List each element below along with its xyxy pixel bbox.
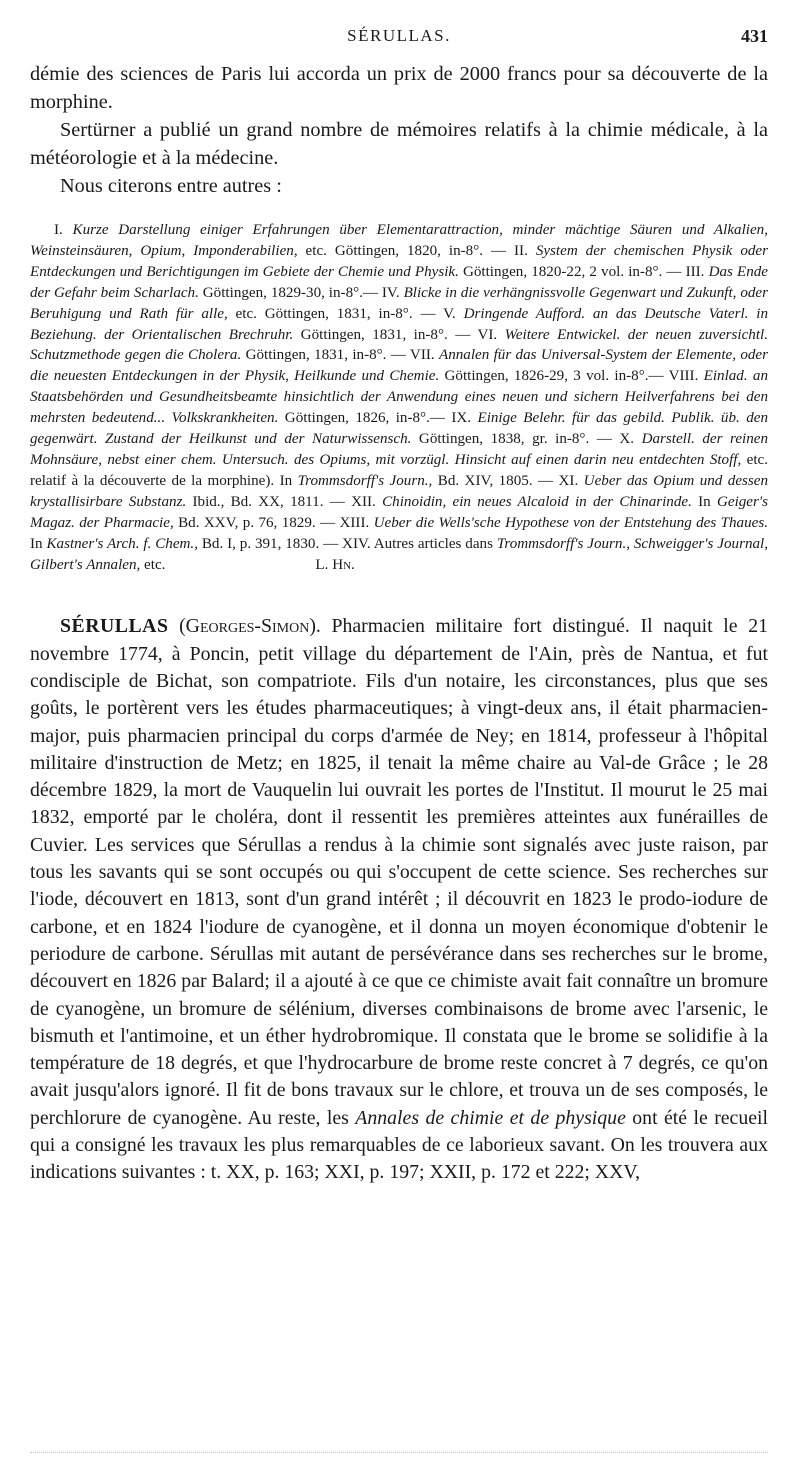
paragraph-serturner-memoirs: Sertürner a publié un grand nombre de mémoires relatifs à la chimie médicale, à la météorologie et à la médecine.	[30, 119, 768, 169]
author-signature: L. Hn.	[315, 556, 355, 573]
running-title: SÉRULLAS.	[347, 26, 451, 45]
entry-name: SÉRULLAS	[60, 615, 169, 638]
bottom-rule	[30, 1452, 768, 1453]
biography-serullas: SÉRULLAS (Georges-Simon). Pharmacien militaire fort distingué. Il naquit le 21 novembre 1774, à Poncin, petit village du département de l'Ain, près de Nantua, et fut condisciple de Bichat, son compatriote. Fils d'un notaire, les circonstances, plus que ses goûts, le portèrent vers les études pharmaceutiques; à vingt-deux ans, il était pharmacien-major, puis pharmacien principal du corps d'armée de Ney; en 1814, professeur à l'hôpital militaire d'instruction de Metz; en 1825, il tenait la même chaire au Val-de Grâce ; le 28 décembre 1829, la mort de Vauquelin lui ouvrait les portes de l'Institut. Il mourut le 25 mai 1832, emporté par le choléra, dont il ressentit les premières atteintes aux funérailles de Cuvier. Les services que Sérullas a rendus à la chimie sont signalés avec juste raison, par tous les savants qui se sont occupés ou qui s'occupent de cette science. Ses recherches sur l'iode, découvert en 1813, sont d'un grand intérêt ; il découvrit en 1823 le prodo-iodure de carbone, et en 1824 l'iodure de cyanogène, et il donna un moyen économique d'obtenir le periodure de carbone. Sérullas mit autant de persévérance dans ses recherches sur le brome, découvert en 1826 par Balard; il a ajouté à ce que ce chimiste avait fait connaître un bromure de cyanogène, un bromure de sélénium, diverses combinaisons de brome avec l'arsenic, le bismuth et l'antimoine, et un éther hydrobromique. Il constata que le brome se solidifie à la température de 18 degrés, et que l'hydrocarbure de brome reste concret à 7 degrés, ce qu'on avait jusqu'alors ignoré. Il fit de bons travaux sur le chlore, et trouva un de ses composés, le perchlorure de cyanogène. Au reste, les Annales de chimie et de physique ont été le recueil qui a consigné les travaux les plus remarquables de ce laborieux savant. On les trouvera aux indications suivantes : t. XX, p. 163; XXI, p. 197; XXII, p. 172 et 222; XXV,	[30, 615, 769, 1184]
entry-given-name: (Georges-Simon).	[179, 615, 321, 638]
page	[30, 12, 768, 1187]
journal-title: Annales de chimie et de physique	[355, 1106, 626, 1129]
bibliography-block: I. Kurze Darstellung einiger Erfahrungen über Elementarattraction, minder mächtige Säuren und Alkalien, Weinsteinsäuren, Opium, Imponderabilien, etc. Göttingen, 1820, in-8°. — II. System der chemischen Physik oder Entdeckungen und Berichtigungen im Gebiete der Chemie und Physik. Göttingen, 1820-22, 2 vol. in-8°. — III. Das Ende der Gefahr beim Scharlach. Göttingen, 1829-30, in-8°.— IV. Blicke in die verhängnissvolle Gegenwart und Zukunft, oder Beruhigung und Rath für alle, etc. Göttingen, 1831, in-8°. — V. Dringende Aufford. an das Deutsche Vaterl. in Beziehung. der Orientalischen Brechruhr. Göttingen, 1831, in-8°. — VI. Weitere Entwickel. der neuen zuversichtl. Schutzmethode gegen die Cholera. Göttingen, 1831, in-8°. — VII. Annalen für das Universal-System der Elemente, oder die neuesten Entdeckungen in der Physik, Heilkunde und Chemie. Göttingen, 1826-29, 3 vol. in-8°.— VIII. Einlad. an Staatsbehörden und Gesundheitsbeamte hinsichtlich der Anwendung eines neuen und sichern Heilverfahrens bei den mehrsten bedeutend... Volkskrankheiten. Göttingen, 1826, in-8°.— IX. Einige Belehr. für das gebild. Publik. üb. den gegenwärt. Zustand der Heilkunst und der Naturwissensch. Göttingen, 1838, gr. in-8°. — X. Darstell. der reinen Mohnsäure, nebst einer chem. Untersuch. des Opiums, mit vorzügl. Hinsicht auf einen darin neu entdechten Stoff, etc. relatif à la découverte de la morphine). In Trommsdorff's Journ., Bd. XIV, 1805. — XI. Ueber das Opium und dessen krystallisirbare Substanz. Ibid., Bd. XX, 1811. — XII. Chinoidin, ein neues Alcaloid in der Chinarinde. In Geiger's Magaz. der Pharmacie, Bd. XXV, p. 76, 1829. — XIII. Ueber die Wells'sche Hypothese von der Entstehung des Thaues. In Kastner's Arch. f. Chem., Bd. I, p. 391, 1830. — XIV. Autres articles dans Trommsdorff's Journ., Schweigger's Journal, Gilbert's Annalen, etc. L. Hn.	[30, 222, 769, 573]
page-number: 431	[741, 26, 768, 46]
paragraph-citation-intro: Nous citerons entre autres :	[60, 175, 282, 197]
running-header	[30, 12, 768, 46]
paragraph-morphine-prize: démie des sciences de Paris lui accorda un prix de 2000 francs pour sa découverte de la morphine.	[30, 63, 768, 113]
